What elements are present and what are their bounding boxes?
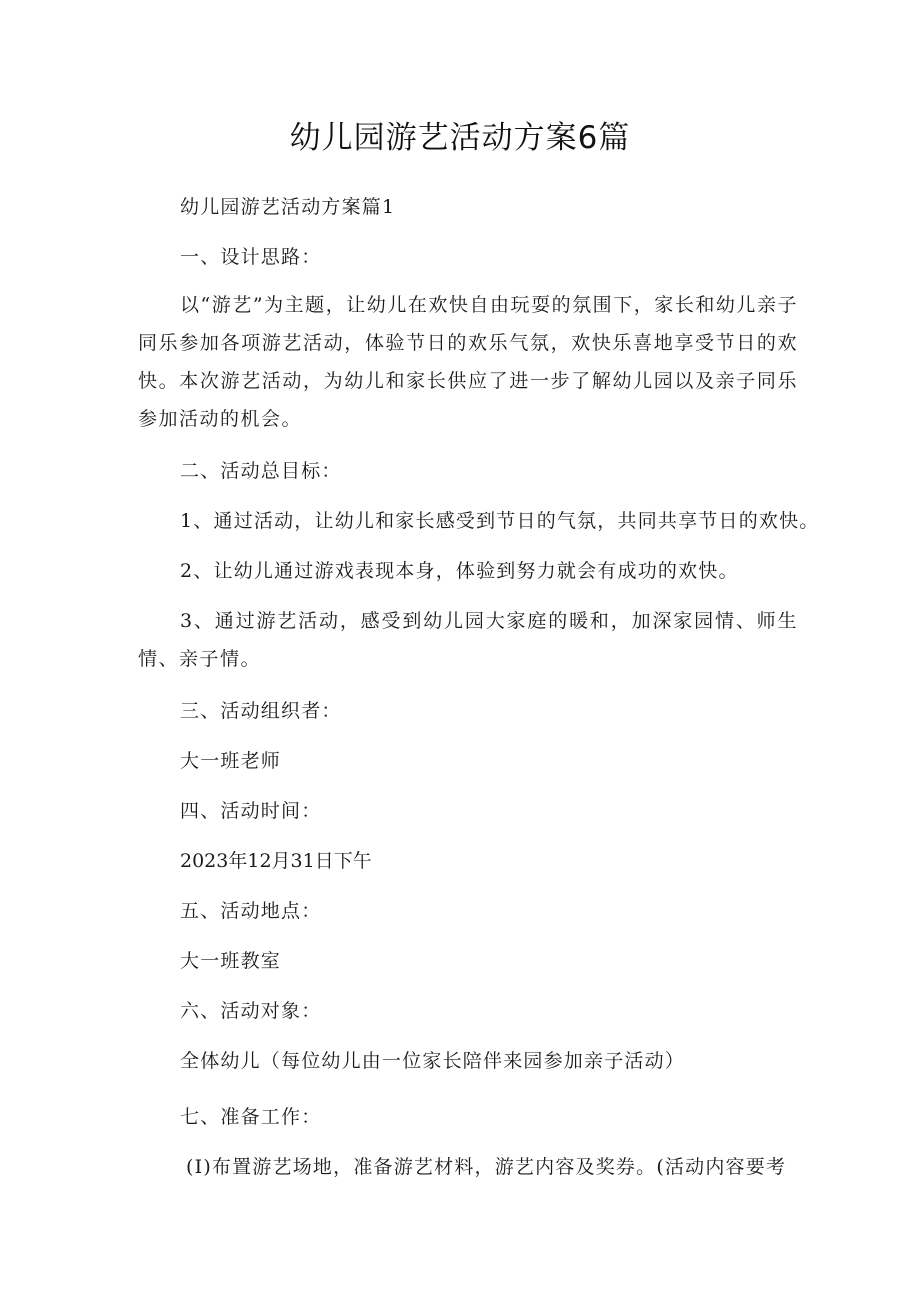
document-title: 幼儿园游艺活动方案6篇 xyxy=(289,120,631,156)
section-heading-preparation: 七、准备工作： xyxy=(180,1106,322,1128)
time-value: 2023年12月31日下午 xyxy=(180,850,372,872)
audience-value: 全体幼儿（每位幼儿由一位家长陪伴来园参加亲子活动） xyxy=(180,1050,686,1072)
document-subtitle: 幼儿园游艺活动方案篇1 xyxy=(180,196,396,218)
section-heading-organizer: 三、活动组织者： xyxy=(180,700,342,722)
section-heading-audience: 六、活动对象： xyxy=(180,1000,322,1022)
section-heading-time: 四、活动时间： xyxy=(180,800,322,822)
location-value: 大一班教室 xyxy=(180,950,282,972)
section-heading-location: 五、活动地点： xyxy=(180,900,322,922)
section-heading-design: 一、设计思路： xyxy=(180,246,322,268)
goal-item-1: 1、通过活动，让幼儿和家长感受到节日的气氛，共同共享节日的欢快。 xyxy=(180,510,820,532)
section-body-design: 以“游艺”为主题，让幼儿在欢快自由玩耍的氛围下，家长和幼儿亲子同乐参加各项游艺活动，体验节日的欢乐气氛，欢快乐喜地享受节日的欢快。本次游艺活动，为幼儿和家长供应了进一步了解幼儿园以及亲子同乐参加活动的机会。 xyxy=(138,294,798,430)
preparation-item-1: (I)布置游艺场地，准备游艺材料，游艺内容及奖券。(活动内容要考 xyxy=(186,1156,787,1178)
section-heading-goals: 二、活动总目标： xyxy=(180,460,342,482)
goal-item-2: 2、让幼儿通过游戏表现本身，体验到努力就会有成功的欢快。 xyxy=(180,560,739,582)
goal-item-3: 3、通过游艺活动，感受到幼儿园大家庭的暖和，加深家园情、师生情、亲子情。 xyxy=(138,610,798,670)
organizer-value: 大一班老师 xyxy=(180,750,282,772)
